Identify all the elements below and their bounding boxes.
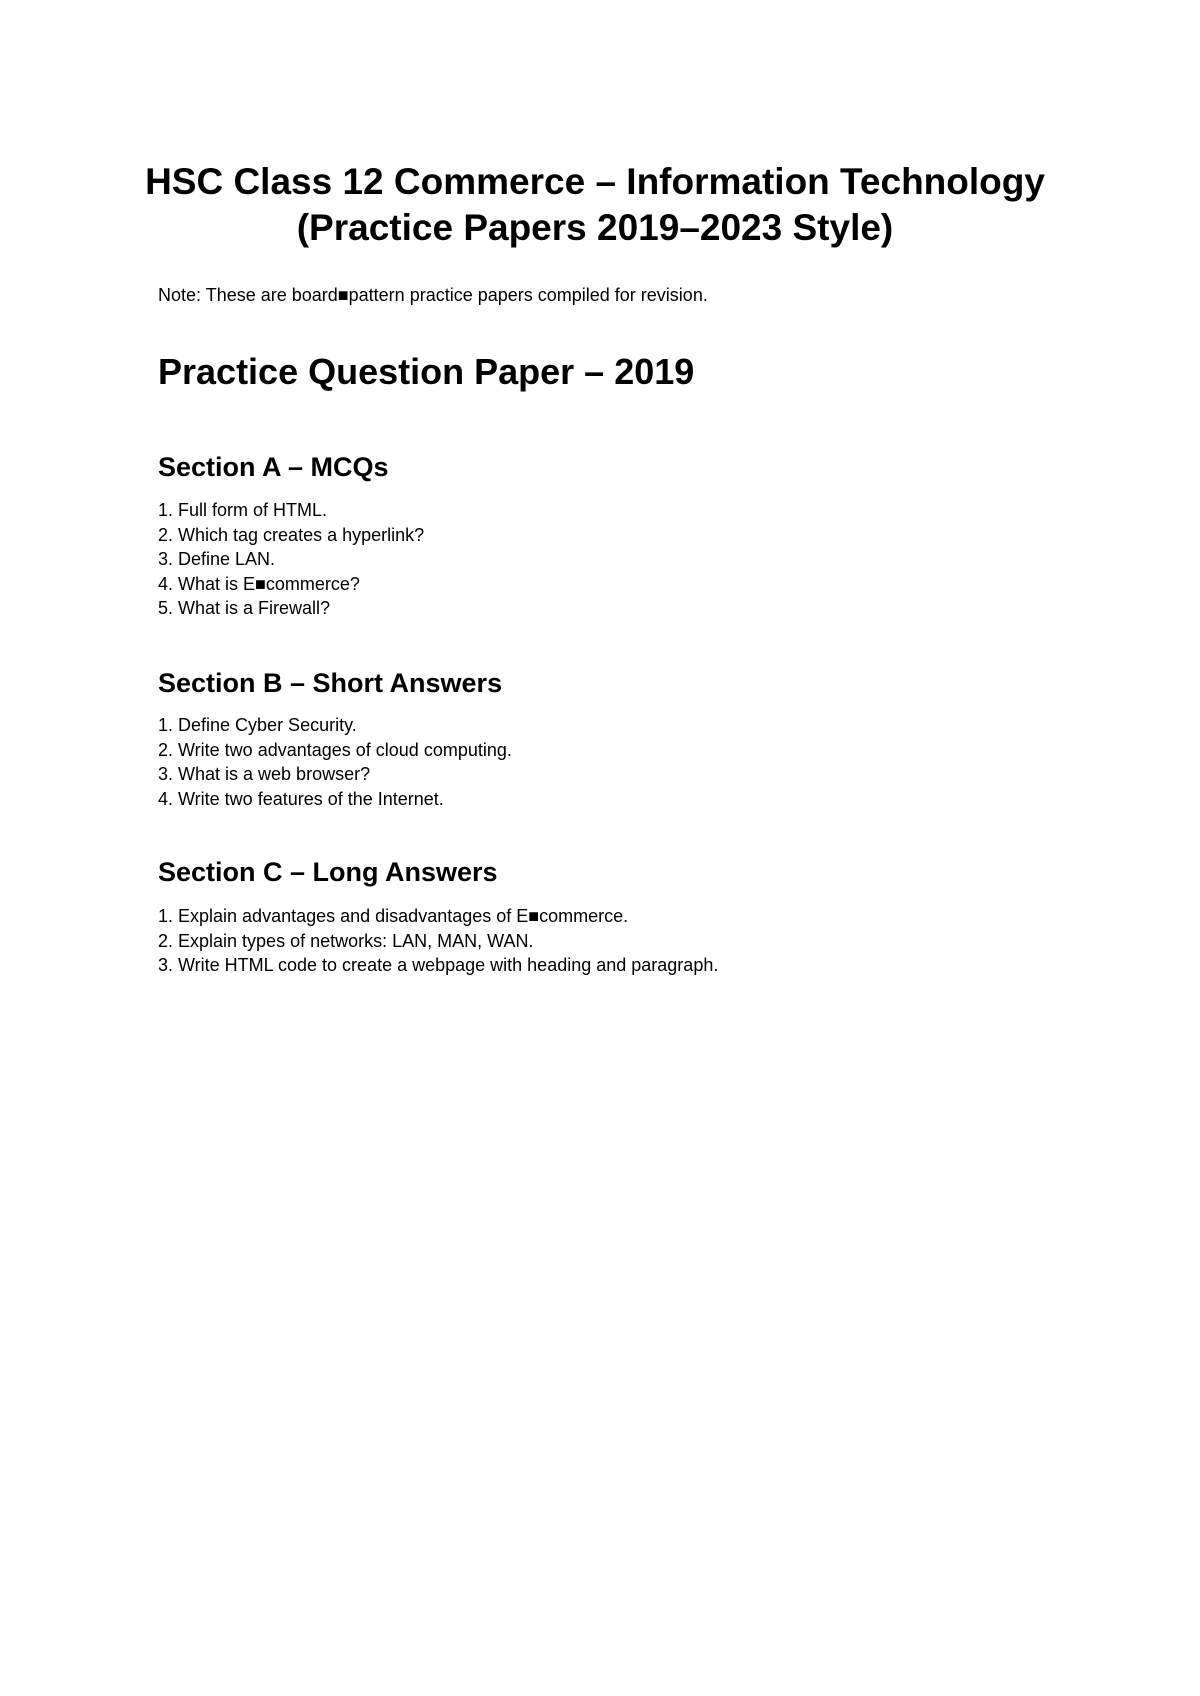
question-item: 2. Write two advantages of cloud computing. <box>158 739 512 760</box>
document-title-line-1: HSC Class 12 Commerce – Information Technology <box>145 161 1045 202</box>
question-item: 1. Full form of HTML. <box>158 500 328 520</box>
section-b-heading: Section B – Short Answers <box>158 668 503 698</box>
question-item: 2. Explain types of networks: LAN, MAN, WAN. <box>158 930 534 951</box>
paper-heading: Practice Question Paper – 2019 <box>158 351 695 392</box>
question-item: 4. What is E■commerce? <box>158 573 360 594</box>
question-item: 1. Define Cyber Security. <box>158 715 357 735</box>
question-item: 2. Which tag creates a hyperlink? <box>158 524 425 545</box>
question-item: 3. Define LAN. <box>158 549 276 569</box>
section-a-question-list <box>158 498 424 621</box>
section-b-question-list <box>158 713 512 811</box>
question-item: 1. Explain advantages and disadvantages of E■commerce. <box>158 906 629 926</box>
revision-note: Note: These are board■pattern practice papers compiled for revision. <box>158 285 708 305</box>
section-a-heading: Section A – MCQs <box>158 452 389 482</box>
section-c-question-list <box>158 904 718 978</box>
question-item: 4. Write two features of the Internet. <box>158 788 444 809</box>
document-title-line-2: (Practice Papers 2019–2023 Style) <box>296 207 894 248</box>
question-item: 3. What is a web browser? <box>158 764 371 784</box>
question-item: 3. Write HTML code to create a webpage with heading and paragraph. <box>158 955 719 975</box>
section-c-heading: Section C – Long Answers <box>158 857 498 887</box>
question-item: 5. What is a Firewall? <box>158 598 331 618</box>
